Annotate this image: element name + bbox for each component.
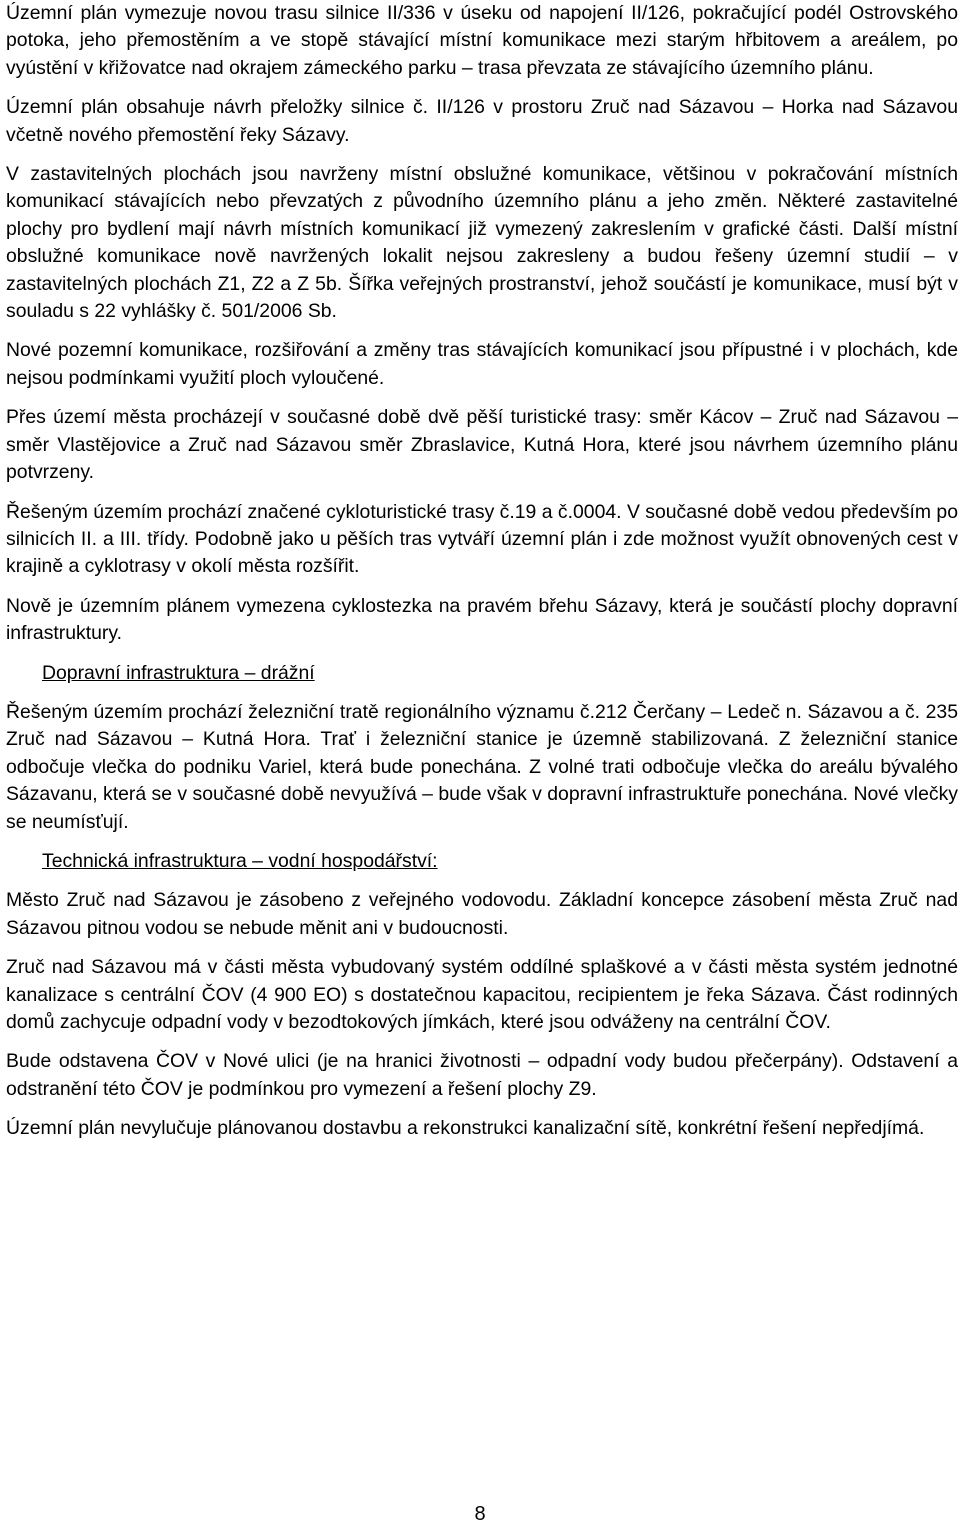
paragraph-sewerage: Zruč nad Sázavou má v části města vybudovaný systém oddílné splaškové a v části města systém jednotné kanalizace s centrální ČOV (4 900 EO) s dostatečnou kapacitou, recipientem je řeka Sázava. Část rodinných domů zachycuje odpadní vody v bezodtokových jímkách, které jsou odváženy na centrální ČOV.	[6, 956, 958, 1033]
paragraph-cycle-routes: Řešeným územím prochází značené cykloturistické trasy č.19 a č.0004. V současné době vedou především po silnicích II. a III. třídy. Podobně jako u pěších tras vytváří územní plán i zde možnost využít obnovených cest v krajině a cyklotrasy v okolí města rozšířit.	[6, 500, 958, 578]
section-heading-water: Technická infrastruktura – vodní hospodářství:	[42, 849, 438, 872]
paragraph-railway: Řešeným územím prochází železniční tratě regionálního významu č.212 Čerčany – Ledeč n. Sázavou a č. 235 Zruč nad Sázavou – Kutná Hora. Trať i železniční stanice je územně stabilizovaná. Z železniční stanice odbočuje vlečka do podniku Variel, která bude ponechána. Z volné trati odbočuje vlečka do areálu bývalého Sázavanu, která se v současné době nevyužívá – bude však v dopravní infrastruktuře ponechána. Nové vlečky se neumísťují.	[6, 700, 958, 833]
paragraph-cycle-path: Nově je územním plánem vymezena cyklostezka na pravém břehu Sázavy, která je součástí plochy dopravní infrastruktury.	[6, 594, 958, 645]
paragraph-wwtp: Bude odstavena ČOV v Nové ulici (je na hranici životnosti – odpadní vody budou přečerpány). Odstavení a odstranění této ČOV je podmínkou pro vymezení a řešení plochy Z9.	[6, 1050, 958, 1100]
page-number: 8	[474, 1503, 486, 1525]
paragraph-water-supply: Město Zruč nad Sázavou je zásobeno z veřejného vodovodu. Základní koncepce zásobení města Zruč nad Sázavou pitnou vodou se nebude měnit ani v budoucnosti.	[6, 889, 958, 939]
paragraph-road-336: Územní plán vymezuje novou trasu silnice II/336 v úseku od napojení II/126, pokračující podél Ostrovského potoka, jeho přemostěním a ve stopě stávající místní komunikace mezi starým hřbitovem a areálem, po vyústění v křižovatce nad okrajem zámeckého parku – trasa převzata ze stávajícího územního plánu.	[6, 2, 958, 79]
paragraph-road-126: Územní plán obsahuje návrh přeložky silnice č. II/126 v prostoru Zruč nad Sázavou – Horka nad Sázavou včetně nového přemostění řeky Sázavy.	[6, 96, 958, 146]
paragraph-new-roads: Nové pozemní komunikace, rozšiřování a změny tras stávajících komunikací jsou přípustné i v plochách, kde nejsou podmínkami využití ploch vyloučené.	[6, 339, 958, 389]
document-page	[6, 0, 958, 1155]
paragraph-local-roads: V zastavitelných plochách jsou navrženy místní obslužné komunikace, většinou v pokračování místních komunikací stávajících nebo převzatých z původního územního plánu a jeho změn. Některé zastavitelné plochy pro bydlení mají návrh místních komunikací již vymezený zakreslením v grafické části. Další místní obslužné komunikace nově navržených lokalit nejsou zakresleny a budou řešeny územní studií – v zastavitelných plochách Z1, Z2 a Z 5b. Šířka veřejných prostranství, jehož součástí je komunikace, musí být v souladu s 22 vyhlášky č. 501/2006 Sb.	[6, 163, 958, 323]
paragraph-sewer-reconstruction: Územní plán nevylučuje plánovanou dostavbu a rekonstrukci kanalizační sítě, konkrétní řešení nepředjímá.	[6, 1117, 925, 1140]
paragraph-hiking-trails: Přes území města procházejí v současné době dvě pěší turistické trasy: směr Kácov – Zruč nad Sázavou – směr Vlastějovice a Zruč nad Sázavou směr Zbraslavice, Kutná Hora, které jsou návrhem územního plánu potvrzeny.	[6, 406, 958, 484]
section-heading-rail: Dopravní infrastruktura – drážní	[42, 661, 315, 684]
